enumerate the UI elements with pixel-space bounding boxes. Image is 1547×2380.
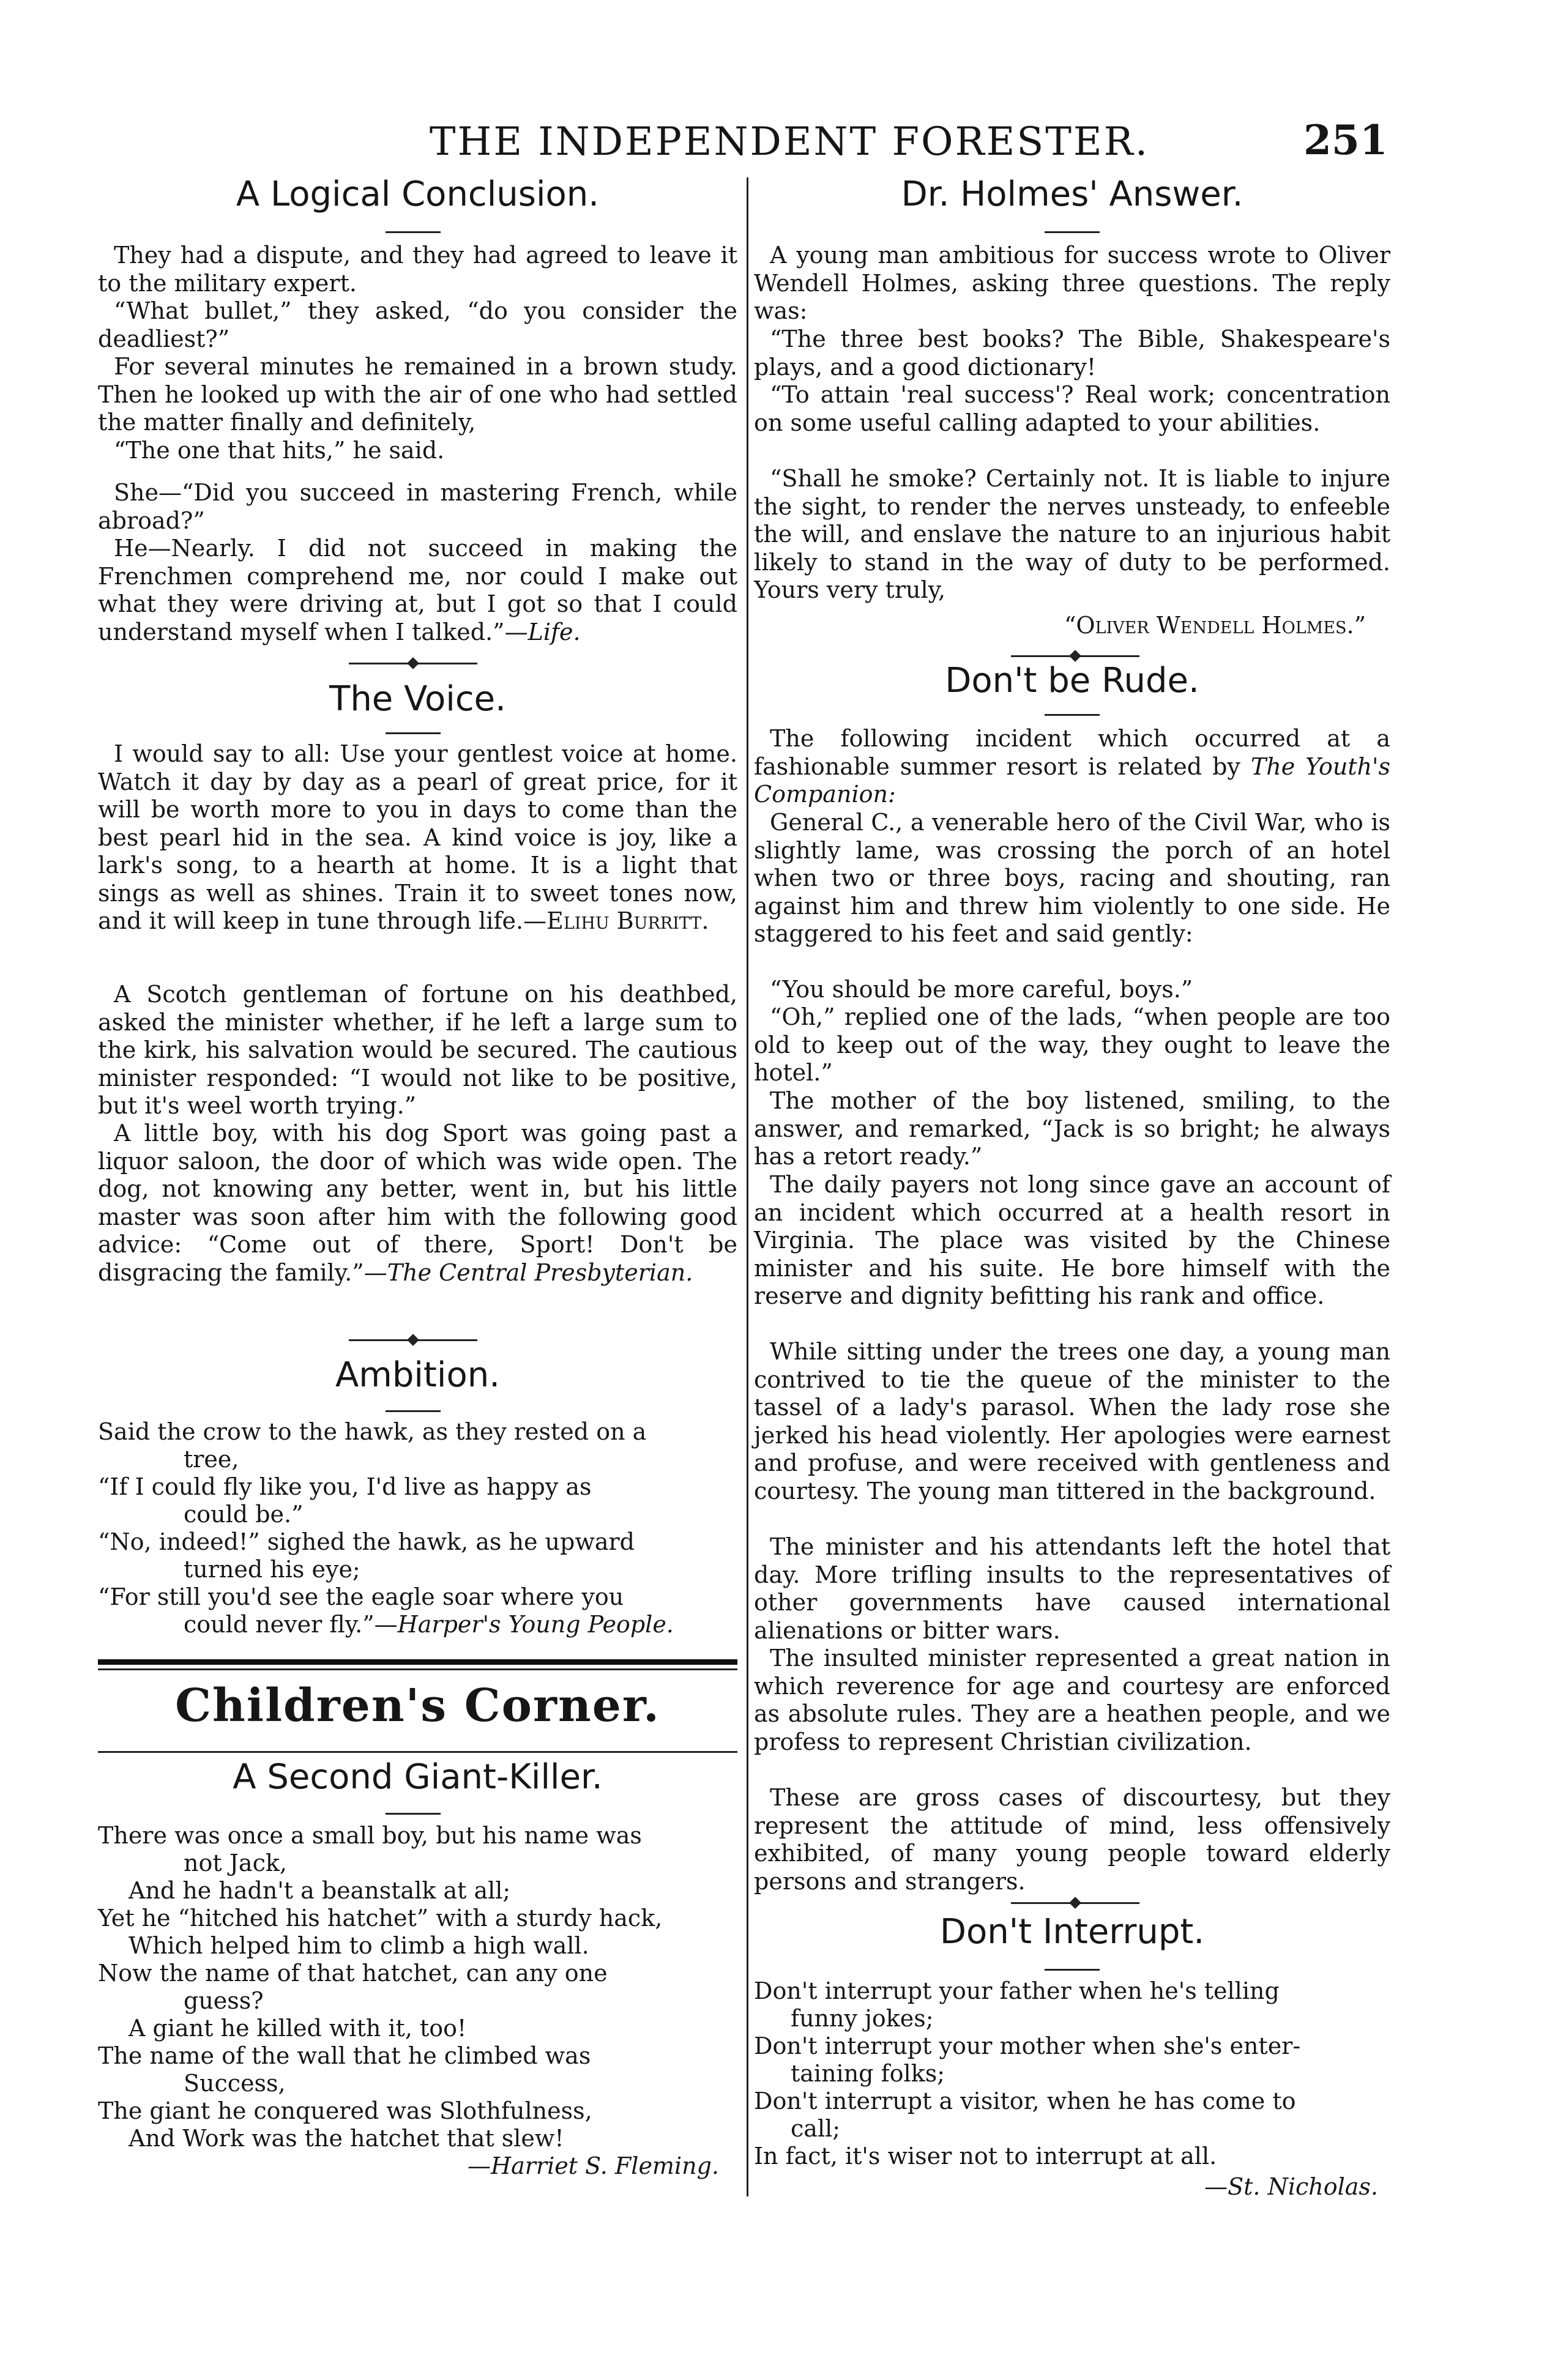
verse-line: Don't interrupt your mother when she's enter- [754, 2032, 1301, 2059]
article-heading-ambition: Ambition. [335, 1355, 501, 1395]
source-credit: Harper's Young People. [397, 1611, 674, 1638]
verse-line: A giant he killed with it, too! [129, 2015, 467, 2042]
paragraph: “You should be more careful, boys.” [770, 976, 1193, 1003]
paragraph: General C., a venerable hero of the Civil War, who is slightly lame, was crossing the porch of an hotel when two or three boys, racing and shouting, ran against him and threw him violently to one side. He staggered to his feet and said gently: [754, 809, 1390, 947]
verse-line: could never fly.”—Harper's Young People. [184, 1611, 674, 1638]
article-heading-dont-be-rude: Don't be Rude. [945, 661, 1199, 701]
verse-line: guess? [184, 1987, 264, 2014]
paragraph: For several minutes he remained in a brown study. Then he looked up with the air of one who had settled the matter finally and definitely, [98, 353, 737, 436]
verse-line: Don't interrupt a visitor, when he has come to [754, 2088, 1296, 2114]
heading-underline [1045, 714, 1100, 716]
section-rule-top [98, 1659, 737, 1665]
paragraph: “Shall he smoke? Certainly not. It is liable to injure the sight, to render the nerves unsteady, to enfeeble the will, and enslave the nature to an injurious habit likely to stand in the way of duty to be performed. Yours very truly, [754, 465, 1390, 603]
verse-line: “No, indeed!” sighed the hawk, as he upward [98, 1528, 635, 1555]
article-heading-holmes-answer: Dr. Holmes' Answer. [901, 174, 1243, 214]
paragraph: A Scotch gentleman of fortune on his deathbed, asked the minister whether, if he left a large sum to the kirk, his salvation would be secured. The cautious minister responded: “I would not like to be positive, but it's weel worth trying.” [98, 981, 737, 1119]
article-heading-the-voice: The Voice. [329, 679, 506, 719]
heading-underline [386, 231, 441, 233]
author-signature: —St. Nicholas. [1204, 2173, 1378, 2200]
right-column [754, 0, 1390, 2380]
verse-line: turned his eye; [184, 1556, 360, 1583]
heading-underline [1045, 1969, 1100, 1971]
left-column [98, 0, 737, 2380]
verse-line: And he hadn't a beanstalk at all; [129, 1877, 511, 1904]
paragraph: She—“Did you succeed in mastering French, while abroad?” [98, 479, 737, 534]
paragraph: They had a dispute, and they had agreed to leave it to the military expert. [98, 242, 737, 297]
running-header-title: THE INDEPENDENT FORESTER. [429, 119, 1150, 165]
paragraph: The daily payers not long since gave an account of an incident which occurred at a health resort in Virginia. The place was visited by the Chinese minister and his suite. He bore himself with the reserve and dignity befitting his rank and office. [754, 1171, 1390, 1309]
verse-line: not Jack, [184, 1850, 287, 1876]
verse-line: Success, [184, 2070, 286, 2097]
page-number: 251 [1303, 116, 1388, 164]
paragraph: “The three best books? The Bible, Shakespeare's plays, and a good dictionary! [754, 325, 1390, 381]
verse-line: tree, [184, 1446, 239, 1473]
verse-line: funny jokes; [791, 2005, 934, 2032]
verse-line: “If I could fly like you, I'd live as happy as [98, 1473, 592, 1500]
paragraph: I would say to all: Use your gentlest voice at home. Watch it day by day as a pearl of great price, for it will be worth more to you in days to come than the best pearl hid in the sea. A kind voice is joy, like a lark's song, to a hearth at home. It is a light that sings as well as shines. Train it to sweet tones now, and it will keep in tune through life.—Elihu Burritt. [98, 740, 737, 934]
paragraph: A young man ambitious for success wrote to Oliver Wendell Holmes, asking three questions. The reply was: [754, 242, 1390, 324]
verse-line: The name of the wall that he climbed was [98, 2042, 591, 2069]
verse-line: Said the crow to the hawk, as they rested on a [98, 1418, 647, 1445]
section-rule-top-thin [98, 1668, 737, 1670]
heading-underline [386, 1813, 441, 1815]
source-credit: Elihu Burritt. [546, 907, 709, 934]
ornamental-divider [349, 656, 477, 671]
paragraph: While sitting under the trees one day, a young man contrived to tie the queue of the minister to the tassel of a lady's parasol. When the lady rose she jerked his head violently. Her apologies were earnest and profuse, and were received with gentleness and courtesy. The young man tittered in the background. [754, 1338, 1390, 1504]
article-heading-second-giant-killer: A Second Giant-Killer. [233, 1757, 603, 1797]
paragraph: “Oh,” replied one of the lads, “when people are too old to keep out of the way, they ought to leave the hotel.” [754, 1003, 1390, 1086]
author-signature: “Oliver Wendell Holmes.” [1064, 612, 1366, 639]
verse-line: “For still you'd see the eagle soar where you [98, 1583, 624, 1610]
heading-underline [1045, 231, 1100, 233]
paragraph: The insulted minister represented a great nation in which reverence for age and courtesy are enforced as absolute rules. They are a heathen people, and we profess to represent Christian civilization. [754, 1645, 1390, 1755]
paragraph: He—Nearly. I did not succeed in making the Frenchmen comprehend me, nor could I make out what they were driving at, but I got so that I could understand myself when I talked.”—Life. [98, 535, 737, 645]
source-credit: The Youth's Companion: [754, 753, 1391, 808]
author-signature: —Harriet S. Fleming. [467, 2152, 719, 2179]
verse-line: And Work was the hatchet that slew! [129, 2125, 564, 2152]
verse-line: taining folks; [791, 2060, 945, 2087]
ornamental-divider [1011, 1895, 1139, 1910]
source-credit: The Central Presbyterian. [387, 1259, 693, 1286]
paragraph: The mother of the boy listened, smiling, to the answer, and remarked, “Jack is so bright; he always has a retort ready.” [754, 1087, 1390, 1170]
paragraph: The minister and his attendants left the hotel that day. More trifling insults to the representatives of other governments have caused international alienations or bitter wars. [754, 1533, 1390, 1644]
verse-line: Now the name of that hatchet, can any one [98, 1960, 608, 1987]
ornamental-divider [349, 1333, 477, 1347]
paragraph: “What bullet,” they asked, “do you consider the deadliest?” [98, 297, 737, 352]
paragraph: “The one that hits,” he said. [114, 437, 445, 464]
section-rule-bottom [98, 1751, 737, 1753]
verse-line: could be.” [184, 1501, 304, 1528]
paragraph: A little boy, with his dog Sport was going past a liquor saloon, the door of which was wide open. The dog, not knowing any better, went in, but his little master was soon after him with the following good advice: “Come out of there, Sport! Don't be disgracing the family.”—The Central Presbyterian. [98, 1120, 737, 1286]
paragraph: The following incident which occurred at a fashionable summer resort is related by The Youth's Companion: [754, 725, 1391, 808]
paragraph: These are gross cases of discourtesy, but they represent the attitude of mind, less offensively exhibited, of many young people toward elderly persons and strangers. [754, 1784, 1390, 1895]
verse-line: call; [791, 2115, 841, 2142]
article-heading-logical-conclusion: A Logical Conclusion. [236, 174, 600, 214]
verse-line: Which helped him to climb a high wall. [129, 1932, 589, 1959]
section-title-childrens-corner: Children's Corner. [175, 1679, 660, 1732]
verse-line: Don't interrupt your father when he's telling [754, 1977, 1280, 2004]
article-heading-dont-interrupt: Don't Interrupt. [939, 1912, 1205, 1952]
verse-line: There was once a small boy, but his name was [98, 1822, 642, 1849]
source-credit: Life. [527, 618, 581, 645]
verse-line: In fact, it's wiser not to interrupt at all. [754, 2143, 1217, 2170]
verse-line: The giant he conquered was Slothfulness, [98, 2097, 592, 2124]
paragraph: “To attain 'real success'? Real work; concentration on some useful calling adapted to your abilities. [754, 381, 1390, 436]
column-divider [747, 177, 748, 2196]
heading-underline [386, 1410, 441, 1412]
heading-underline [386, 732, 441, 734]
verse-line: Yet he “hitched his hatchet” with a sturdy hack, [98, 1905, 663, 1932]
